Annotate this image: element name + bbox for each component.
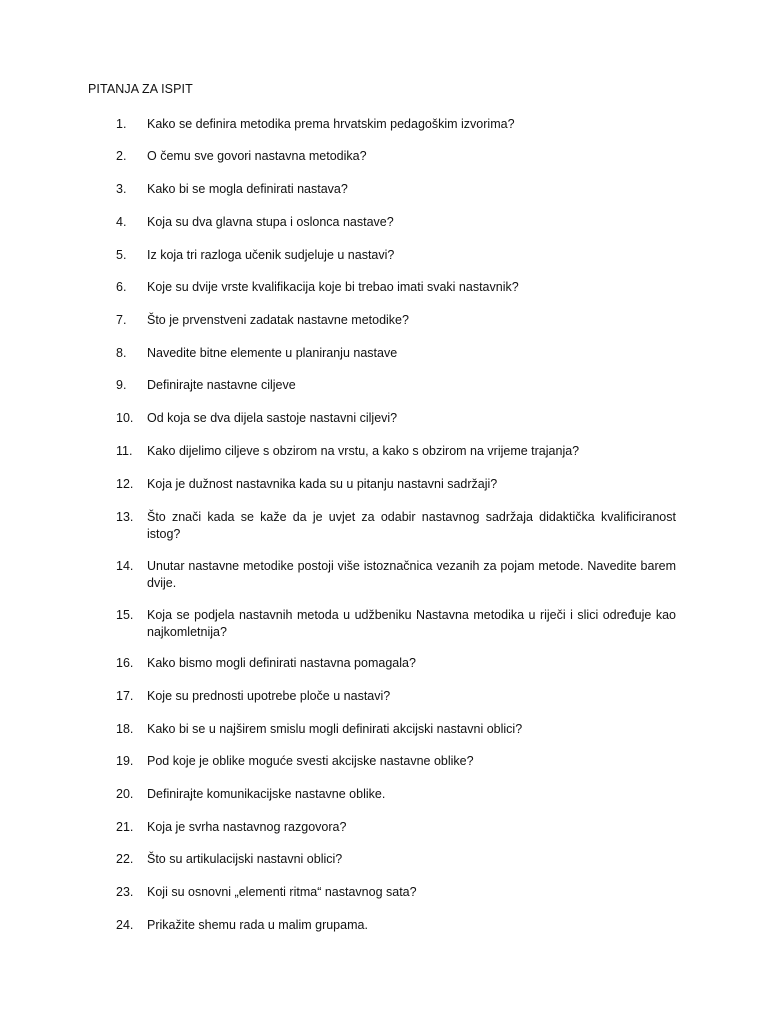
question-item bbox=[116, 116, 676, 133]
question-item bbox=[116, 688, 676, 705]
question-text: Kako se definira metodika prema hrvatskim pedagoškim izvorima? bbox=[147, 117, 515, 131]
question-number: 21. bbox=[116, 820, 134, 834]
question-text: Koje su dvije vrste kvalifikacija koje bi trebao imati svaki nastavnik? bbox=[147, 280, 519, 294]
question-item bbox=[116, 786, 676, 803]
question-item bbox=[116, 312, 676, 329]
question-item bbox=[116, 753, 676, 770]
question-item bbox=[116, 819, 676, 836]
question-item bbox=[116, 917, 676, 934]
question-number: 7. bbox=[116, 313, 127, 327]
question-item bbox=[116, 410, 676, 427]
question-text: Što je prvenstveni zadatak nastavne metodike? bbox=[147, 313, 409, 327]
question-text: Navedite bitne elemente u planiranju nastave bbox=[147, 346, 398, 360]
question-text: Kako dijelimo ciljeve s obzirom na vrstu, a kako s obzirom na vrijeme trajanja? bbox=[147, 444, 580, 458]
question-number: 22. bbox=[116, 852, 134, 866]
question-text: Što su artikulacijski nastavni oblici? bbox=[147, 852, 343, 866]
question-text: Kako bi se mogla definirati nastava? bbox=[147, 182, 348, 196]
question-number: 13. bbox=[116, 510, 134, 524]
question-item bbox=[116, 851, 676, 868]
question-number: 4. bbox=[116, 215, 127, 229]
question-number: 20. bbox=[116, 787, 134, 801]
question-number: 17. bbox=[116, 689, 134, 703]
question-text: Koje su prednosti upotrebe ploče u nastavi? bbox=[147, 689, 391, 703]
question-item bbox=[116, 655, 676, 672]
question-number: 6. bbox=[116, 280, 127, 294]
question-number: 2. bbox=[116, 149, 127, 163]
question-item bbox=[116, 345, 676, 362]
question-number: 15. bbox=[116, 608, 134, 622]
question-text: Pod koje je oblike moguće svesti akcijske nastavne oblike? bbox=[147, 754, 474, 768]
document-title: PITANJA ZA ISPIT bbox=[88, 82, 193, 96]
question-number: 8. bbox=[116, 346, 127, 360]
question-item bbox=[116, 721, 676, 738]
question-number: 24. bbox=[116, 918, 134, 932]
question-item bbox=[116, 148, 676, 165]
question-number: 5. bbox=[116, 248, 127, 262]
question-number: 10. bbox=[116, 411, 134, 425]
question-text: Definirajte nastavne ciljeve bbox=[147, 378, 296, 392]
question-text: Od koja se dva dijela sastoje nastavni ciljevi? bbox=[147, 411, 398, 425]
question-text: Iz koja tri razloga učenik sudjeluje u nastavi? bbox=[147, 248, 395, 262]
question-item bbox=[116, 247, 676, 264]
question-number: 16. bbox=[116, 656, 134, 670]
question-number: 12. bbox=[116, 477, 134, 491]
question-text: Koja je dužnost nastavnika kada su u pitanju nastavni sadržaji? bbox=[147, 477, 498, 491]
question-number: 19. bbox=[116, 754, 134, 768]
question-text: Kako bismo mogli definirati nastavna pomagala? bbox=[147, 656, 416, 670]
question-text: O čemu sve govori nastavna metodika? bbox=[147, 149, 367, 163]
question-item bbox=[116, 884, 676, 901]
question-number: 18. bbox=[116, 722, 134, 736]
question-number: 14. bbox=[116, 559, 134, 573]
question-text: Unutar nastavne metodike postoji više istoznačnica vezanih za pojam metode. Navedite barem dvije. bbox=[147, 559, 676, 590]
question-number: 23. bbox=[116, 885, 134, 899]
question-item bbox=[116, 443, 676, 460]
question-text: Definirajte komunikacijske nastavne oblike. bbox=[147, 787, 386, 801]
question-text: Koja su dva glavna stupa i oslonca nastave? bbox=[147, 215, 394, 229]
question-number: 11. bbox=[116, 444, 133, 458]
question-item bbox=[116, 214, 676, 231]
question-text: Koja se podjela nastavnih metoda u udžbeniku Nastavna metodika u riječi i slici određuje kao najkomletnija? bbox=[147, 608, 676, 639]
question-item bbox=[116, 476, 676, 493]
question-item bbox=[116, 509, 676, 542]
question-number: 1. bbox=[116, 117, 127, 131]
question-number: 9. bbox=[116, 378, 127, 392]
question-text: Koji su osnovni „elementi ritma“ nastavnog sata? bbox=[147, 885, 417, 899]
question-item bbox=[116, 558, 676, 591]
question-text: Što znači kada se kaže da je uvjet za odabir nastavnog sadržaja didaktička kvalificiranost istog? bbox=[147, 510, 676, 541]
question-item bbox=[116, 607, 676, 640]
question-text: Prikažite shemu rada u malim grupama. bbox=[147, 918, 368, 932]
question-item bbox=[116, 181, 676, 198]
question-text: Kako bi se u najširem smislu mogli definirati akcijski nastavni oblici? bbox=[147, 722, 523, 736]
question-number: 3. bbox=[116, 182, 127, 196]
question-item bbox=[116, 377, 676, 394]
question-text: Koja je svrha nastavnog razgovora? bbox=[147, 820, 347, 834]
question-item bbox=[116, 279, 676, 296]
